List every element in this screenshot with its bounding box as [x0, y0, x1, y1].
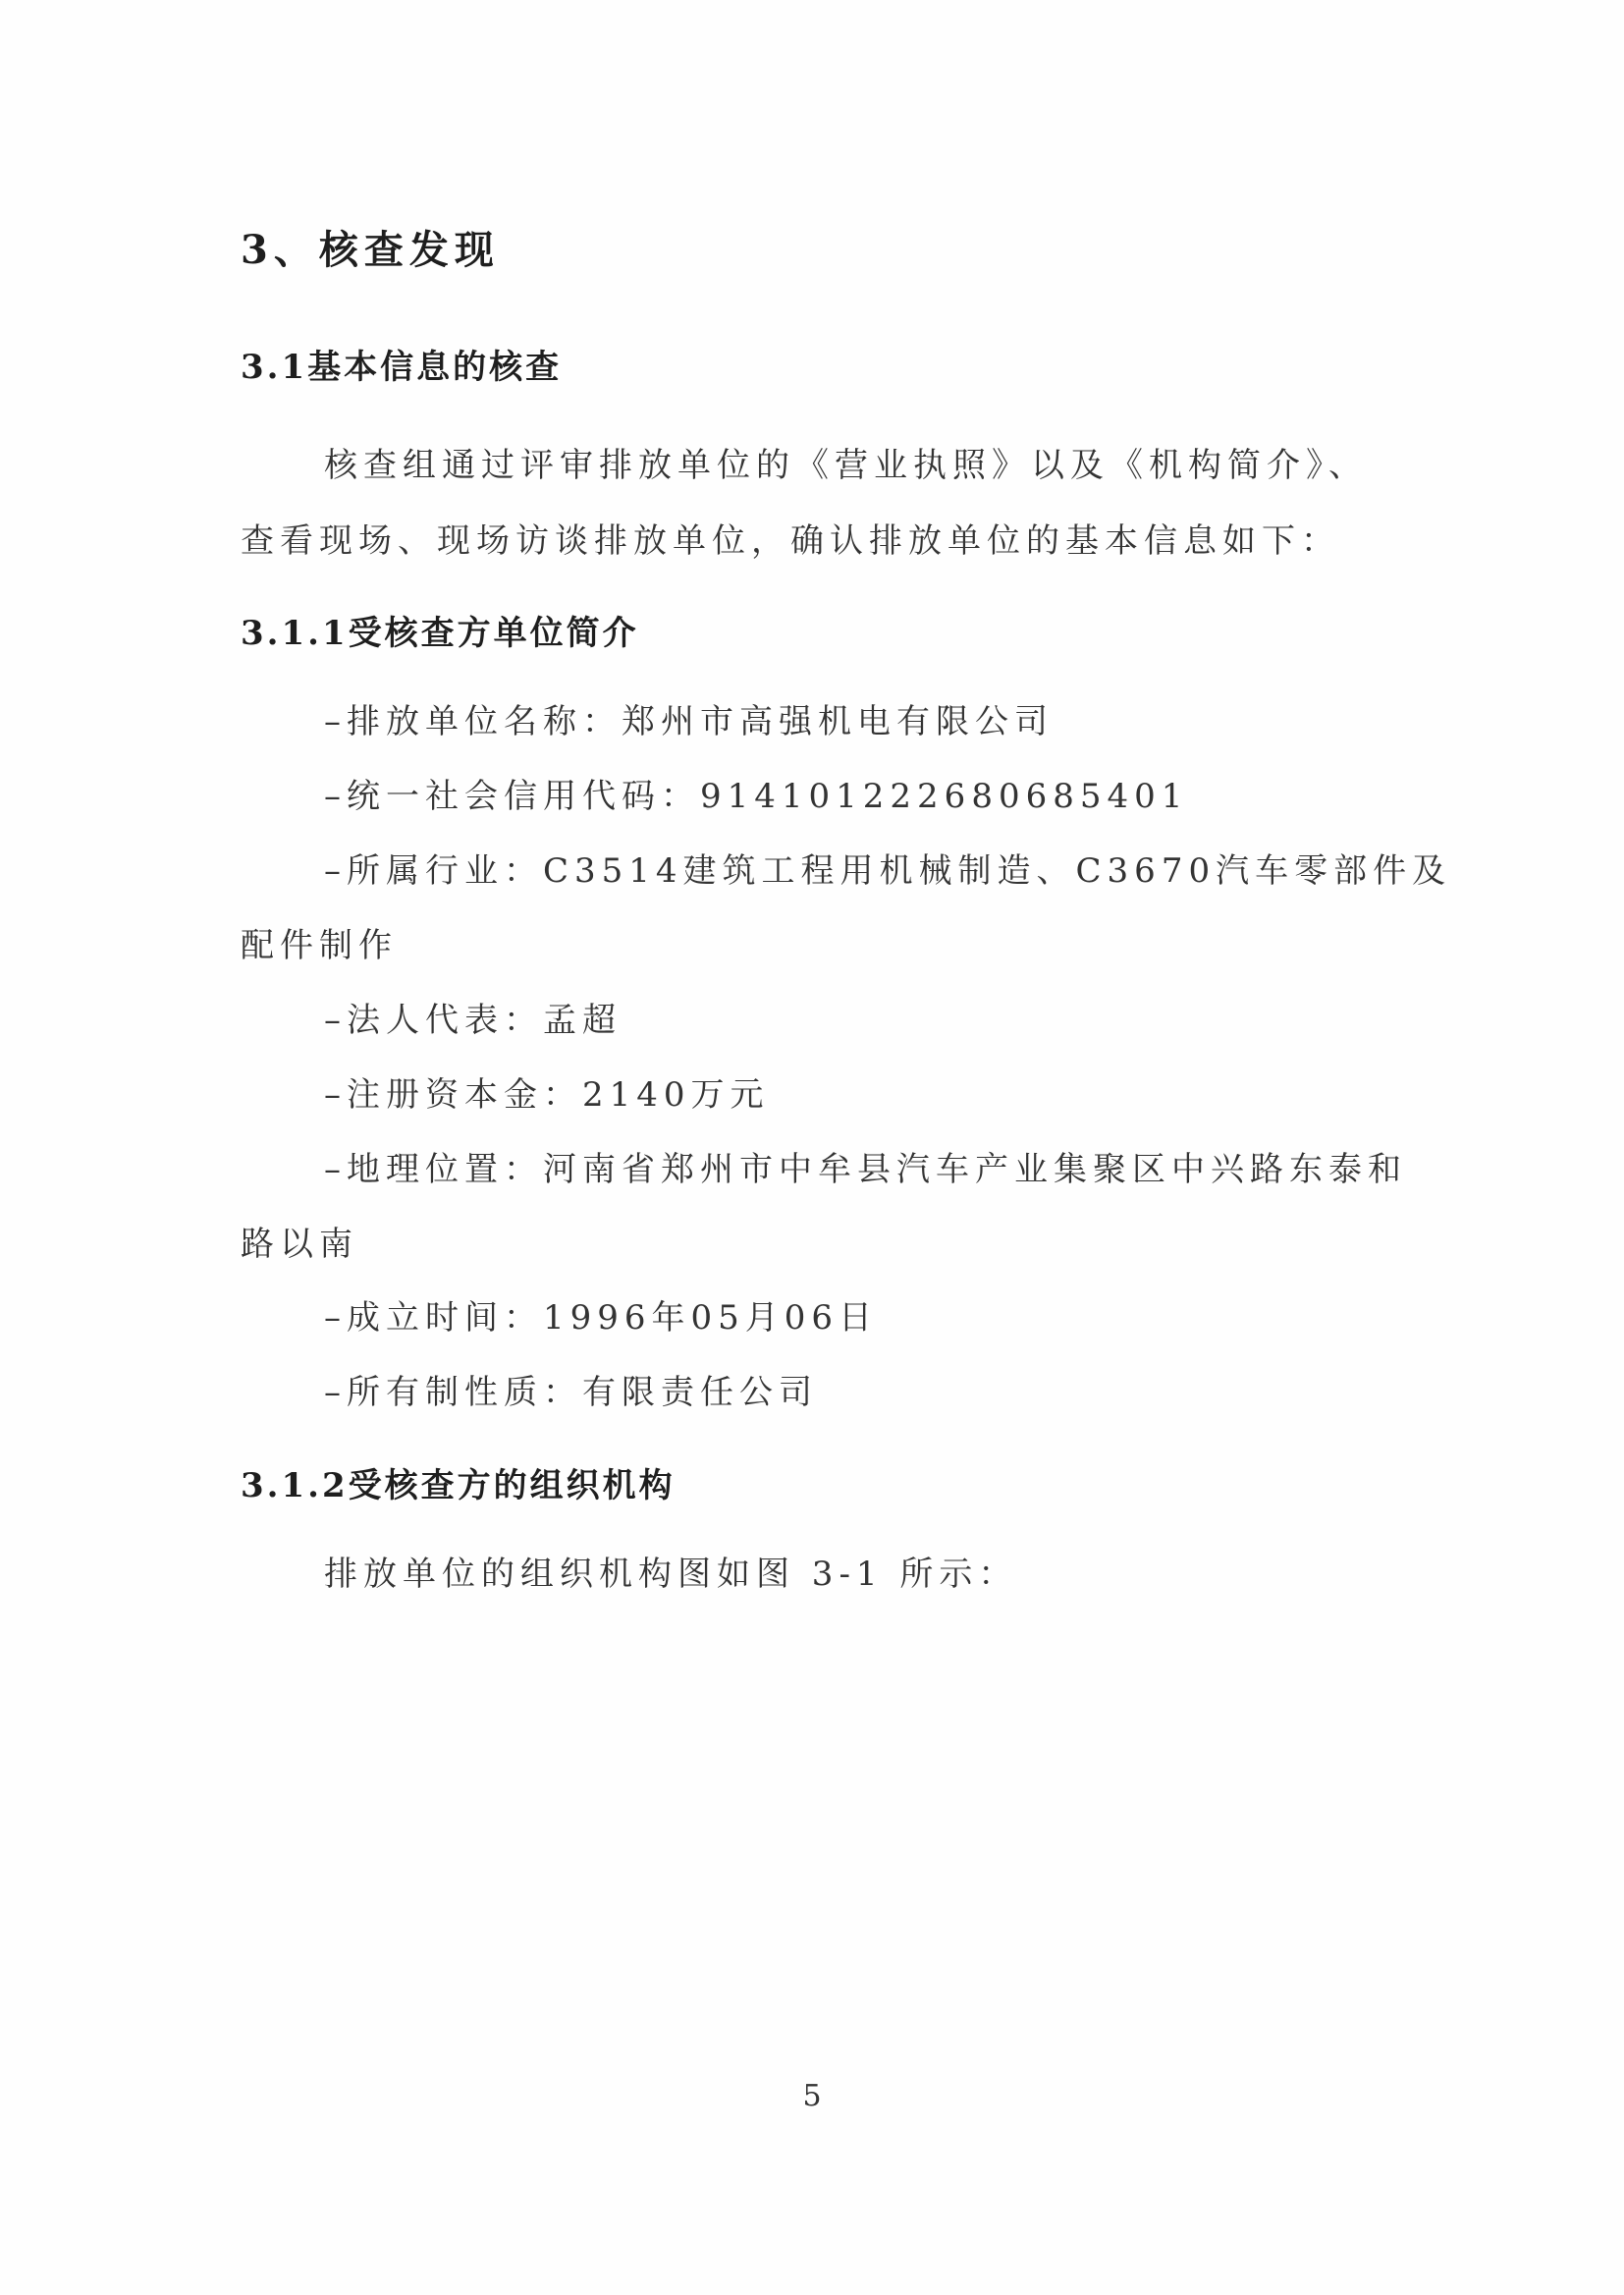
established-item: –成立时间：1996年05月06日 — [324, 1298, 879, 1338]
section-heading-3-1-1: 3.1.1受核查方单位简介 — [241, 614, 639, 653]
intro-paragraph-line-1: 核查组通过评审排放单位的《营业执照》以及《机构简介》、 — [324, 446, 1368, 485]
location-item-line-2: 路以南 — [241, 1225, 358, 1264]
org-structure-text: 排放单位的组织机构图如图 3-1 所示： — [324, 1555, 1018, 1594]
page-number: 5 — [802, 2079, 822, 2113]
ownership-item: –所有制性质：有限责任公司 — [324, 1373, 818, 1412]
industry-item-line-1: –所属行业：C3514建筑工程用机械制造、C3670汽车零部件及 — [324, 851, 1452, 891]
industry-item-line-2: 配件制作 — [241, 926, 398, 965]
section-heading-3-1-2: 3.1.2受核查方的组织机构 — [241, 1466, 676, 1505]
section-heading-3: 3、核查发现 — [241, 227, 500, 273]
legal-rep-item: –法人代表：孟超 — [324, 1001, 622, 1040]
section-heading-3-1: 3.1基本信息的核查 — [241, 348, 563, 387]
location-item-line-1: –地理位置：河南省郑州市中牟县汽车产业集聚区中兴路东泰和 — [324, 1150, 1407, 1189]
credit-code-item: –统一社会信用代码：914101222680685401 — [324, 777, 1189, 816]
intro-paragraph-line-2: 查看现场、现场访谈排放单位，确认排放单位的基本信息如下： — [241, 521, 1340, 561]
company-name-item: –排放单位名称：郑州市高强机电有限公司 — [324, 702, 1054, 741]
registered-capital-item: –注册资本金：2140万元 — [324, 1075, 770, 1115]
